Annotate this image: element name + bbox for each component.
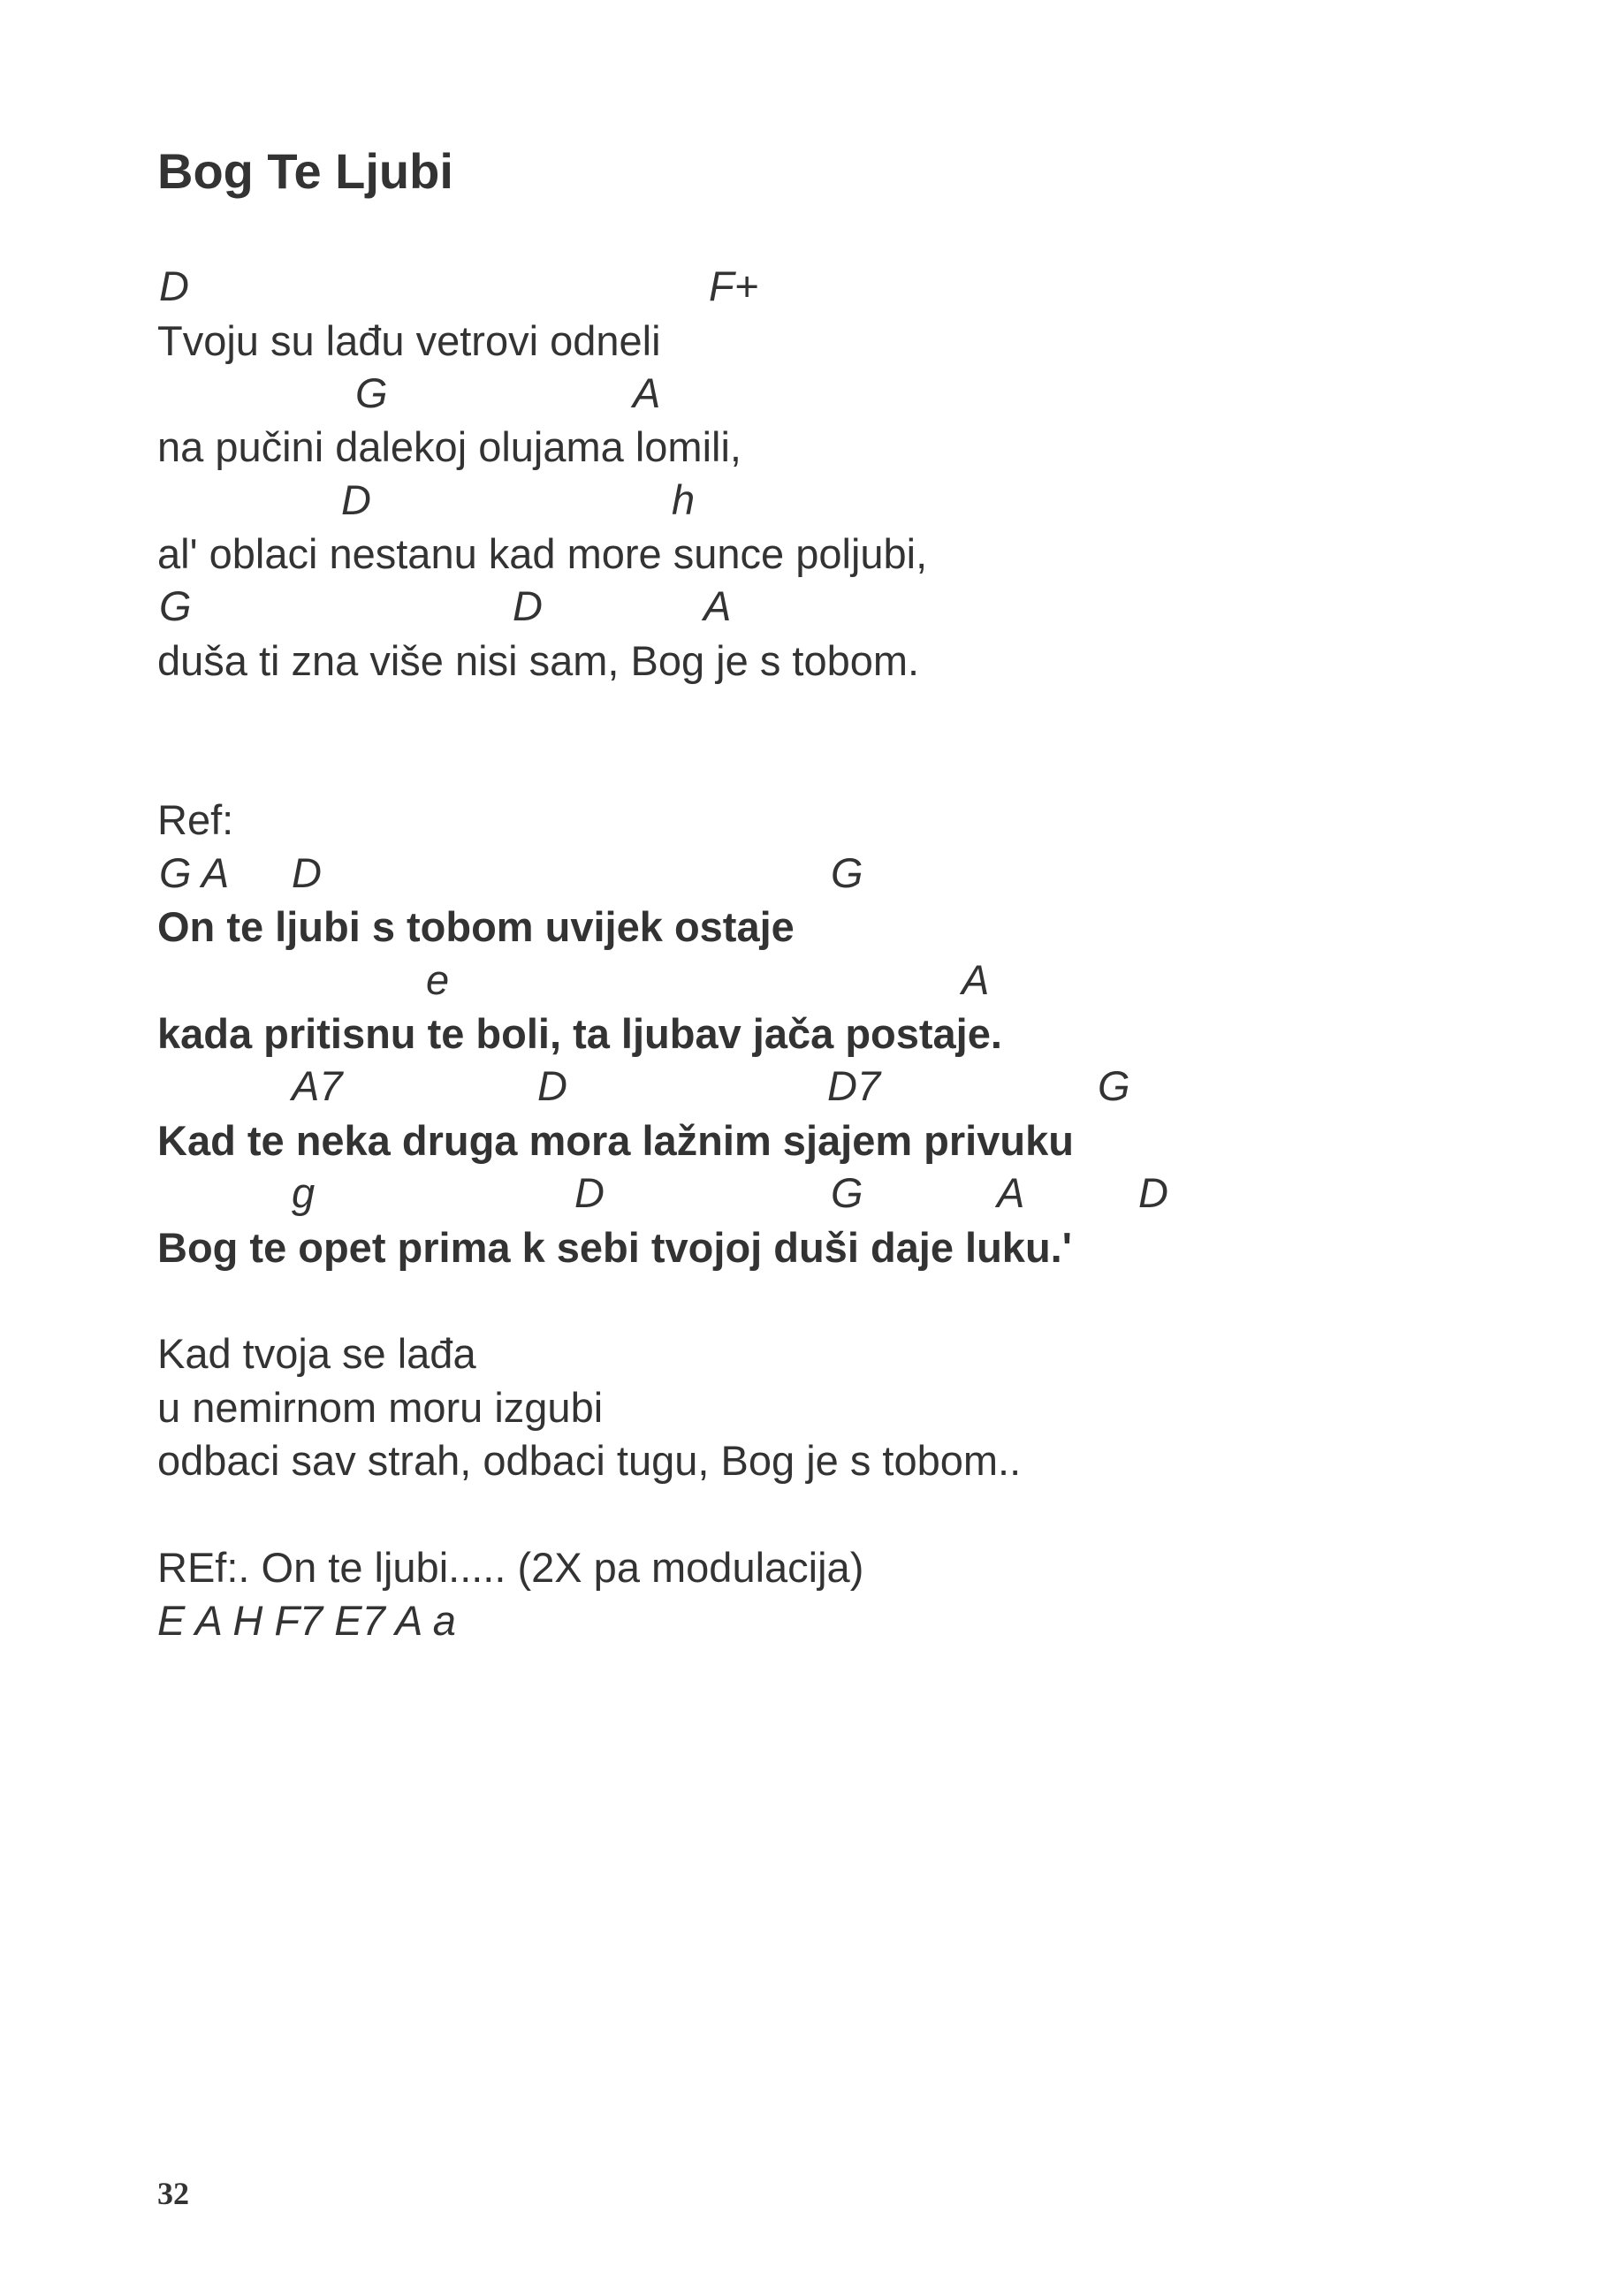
chord: D (292, 849, 322, 896)
lyric-line: kada pritisnu te boli, ta ljubav jača postaje. (157, 1010, 1002, 1057)
chord: e (426, 956, 450, 1003)
refrain-repeat-note: REf:. On te ljubi..... (2X pa modulacija) (157, 1544, 864, 1591)
chord: g (292, 1169, 316, 1216)
chord: G (1098, 1062, 1130, 1109)
chord: G (831, 1169, 863, 1216)
chord: G (355, 369, 388, 416)
lyric-line: duša ti zna više nisi sam, Bog je s tobom. (157, 637, 920, 684)
lyric-line: Tvoju su lađu vetrovi odneli (157, 317, 661, 364)
chord: A (997, 1169, 1025, 1216)
chord-line (0, 1169, 1597, 1225)
chord: D (1138, 1169, 1168, 1216)
chord: h (672, 476, 696, 523)
chord: A (962, 956, 990, 1003)
chord: F+ (709, 262, 759, 309)
song-title: Bog Te Ljubi (157, 143, 453, 199)
chord: D (513, 582, 543, 629)
chord: A7 (292, 1062, 343, 1109)
modulation-chords: E A H F7 E7 A a (157, 1597, 456, 1644)
lyric-line: u nemirnom moru izgubi (157, 1384, 604, 1431)
chord: G (831, 849, 863, 896)
chord-line (0, 476, 1597, 532)
chord: G A (159, 849, 230, 896)
page-number: 32 (157, 2176, 189, 2211)
lyric-line: On te ljubi s tobom uvijek ostaje (157, 903, 795, 950)
lyric-line: Bog te opet prima k sebi tvojoj duši daje luku.' (157, 1224, 1072, 1271)
chord-line (0, 262, 1597, 318)
chord: D (537, 1062, 567, 1109)
lyric-line: Kad tvoja se lađa (157, 1330, 476, 1377)
chord: G (159, 582, 192, 629)
chord-line (0, 956, 1597, 1012)
chord-line (0, 849, 1597, 905)
chord: D (574, 1169, 605, 1216)
lyric-line: al' oblaci nestanu kad more sunce poljubi, (157, 530, 928, 577)
lyric-line: Kad te neka druga mora lažnim sjajem privuku (157, 1117, 1074, 1164)
lyric-line: odbaci sav strah, odbaci tugu, Bog je s tobom.. (157, 1437, 1022, 1484)
chord-line (0, 1062, 1597, 1118)
chord: D7 (827, 1062, 881, 1109)
chord: D (159, 262, 189, 309)
chord: A (633, 369, 661, 416)
chord: D (341, 476, 371, 523)
lyric-line: na pučini dalekoj olujama lomili, (157, 423, 741, 470)
chord-line (0, 582, 1597, 638)
chord: A (703, 582, 732, 629)
refrain-label: Ref: (157, 796, 234, 843)
chord-line (0, 369, 1597, 425)
